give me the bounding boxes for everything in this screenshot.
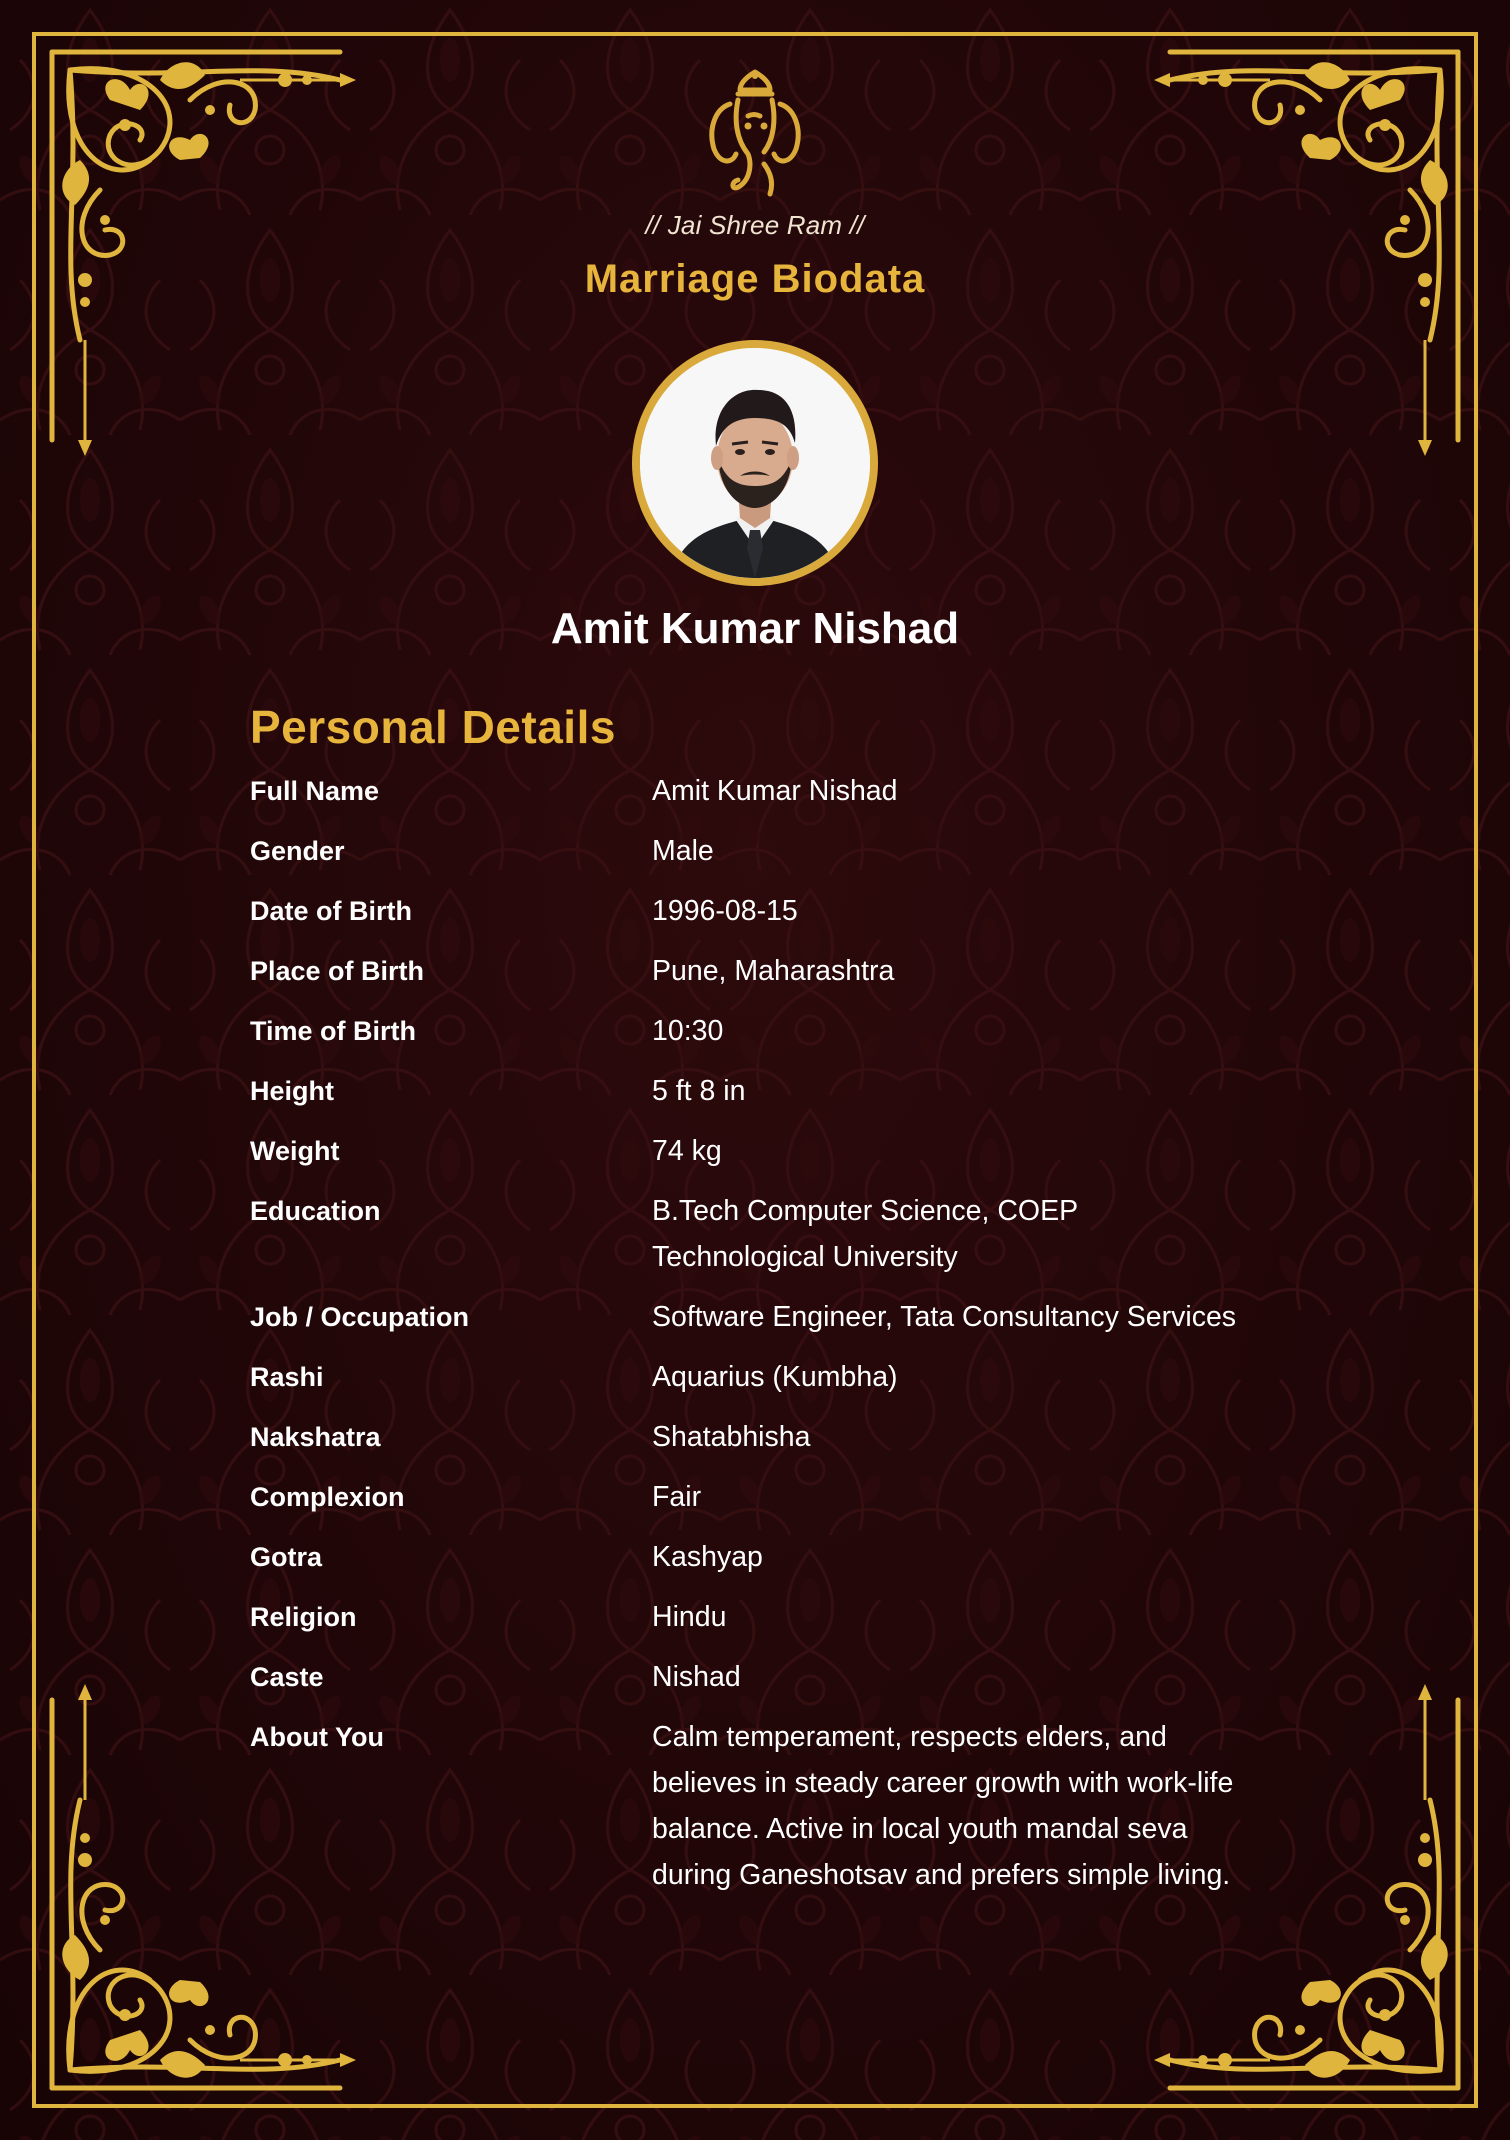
detail-label: Rashi [250, 1362, 324, 1392]
detail-value: B.Tech Computer Science, COEP Technological University [652, 1195, 1078, 1273]
detail-row-gotra [250, 1534, 1290, 1580]
detail-value: Software Engineer, Tata Consultancy Services [652, 1301, 1237, 1333]
detail-value: Aquarius (Kumbha) [652, 1361, 898, 1393]
detail-value: Nishad [652, 1661, 741, 1693]
detail-label: Nakshatra [250, 1422, 381, 1452]
document-title: Marriage Biodata [584, 257, 926, 301]
detail-value: Calm temperament, respects elders, and believes in steady career growth with work-life balance. Active in local youth mandal seva during Ganeshotsav and prefers simple living. [652, 1721, 1234, 1891]
detail-row-rashi [250, 1354, 1290, 1400]
detail-value: Shatabhisha [652, 1421, 811, 1453]
detail-label: About You [250, 1722, 384, 1752]
profile-photo [640, 348, 870, 578]
detail-value: 10:30 [652, 1015, 724, 1047]
personal-details-list [250, 768, 1290, 1912]
detail-value: 5 ft 8 in [652, 1075, 746, 1107]
detail-row-date-of-birth [250, 888, 1290, 934]
detail-row-complexion [250, 1474, 1290, 1520]
profile-photo-frame [632, 340, 878, 586]
detail-value: Male [652, 835, 714, 867]
detail-label: Place of Birth [250, 956, 425, 986]
detail-row-place-of-birth [250, 948, 1290, 994]
detail-label: Time of Birth [250, 1016, 417, 1046]
biodata-header [0, 64, 1510, 302]
detail-value: Amit Kumar Nishad [652, 775, 898, 807]
detail-row-caste [250, 1654, 1290, 1700]
detail-value: Hindu [652, 1601, 727, 1633]
detail-label: Date of Birth [250, 896, 412, 926]
detail-row-full-name [250, 768, 1290, 814]
detail-row-time-of-birth [250, 1008, 1290, 1054]
detail-row-religion [250, 1594, 1290, 1640]
detail-label: Gender [250, 836, 345, 866]
detail-row-education [250, 1188, 1290, 1280]
detail-label: Full Name [250, 776, 380, 806]
detail-row-height [250, 1068, 1290, 1114]
detail-row-gender [250, 828, 1290, 874]
detail-label: Job / Occupation [250, 1302, 470, 1332]
candidate-name: Amit Kumar Nishad [550, 604, 960, 653]
detail-value: 74 kg [652, 1135, 722, 1167]
detail-label: Gotra [250, 1542, 323, 1572]
detail-row-nakshatra [250, 1414, 1290, 1460]
ganesha-icon [700, 64, 810, 204]
detail-value: Pune, Maharashtra [652, 955, 895, 987]
detail-label: Caste [250, 1662, 324, 1692]
detail-label: Education [250, 1196, 381, 1226]
invocation-text: // Jai Shree Ram // [645, 210, 865, 240]
detail-label: Height [250, 1076, 334, 1106]
section-title-personal-details: Personal Details [250, 701, 616, 753]
detail-row-weight [250, 1128, 1290, 1174]
detail-label: Complexion [250, 1482, 405, 1512]
detail-label: Weight [250, 1136, 340, 1166]
detail-row-about-you [250, 1714, 1290, 1898]
detail-row-occupation [250, 1294, 1290, 1340]
detail-value: Fair [652, 1481, 702, 1513]
detail-label: Religion [250, 1602, 357, 1632]
detail-value: Kashyap [652, 1541, 763, 1573]
detail-value: 1996-08-15 [652, 895, 798, 927]
